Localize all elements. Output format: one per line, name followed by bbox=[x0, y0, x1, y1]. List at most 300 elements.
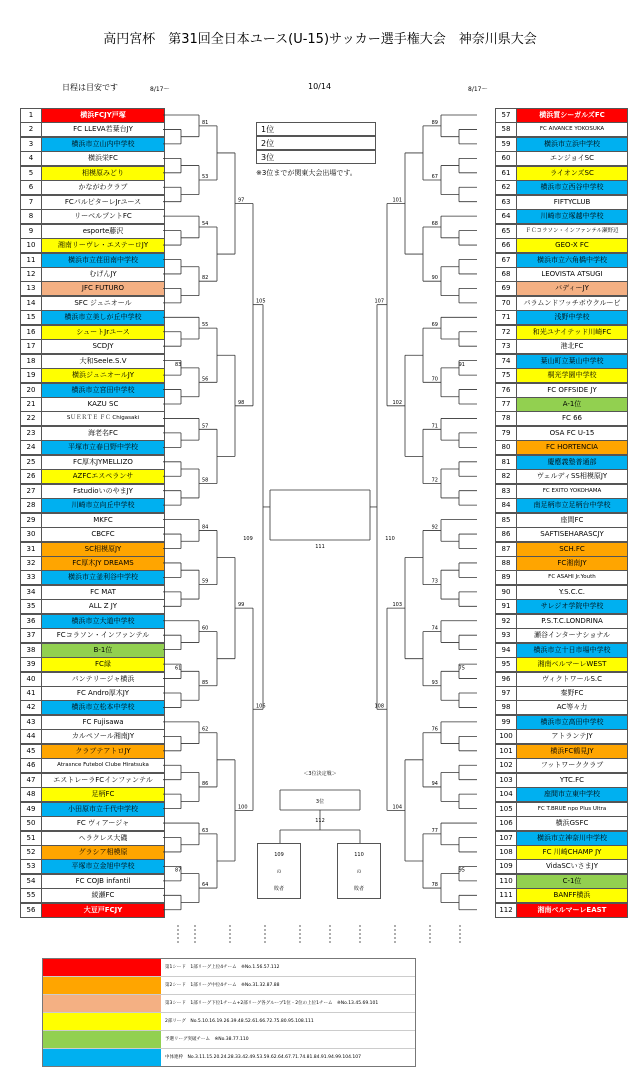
team-name: 平塚市立金旭中学校 bbox=[41, 859, 165, 874]
sf-box-mid: の bbox=[356, 869, 362, 875]
team-name: JFC FUTURO bbox=[41, 281, 165, 296]
team-name: 座間市立東中学校 bbox=[516, 787, 628, 802]
match-number: 112 bbox=[315, 818, 325, 824]
match-number: 110 bbox=[385, 536, 395, 542]
team-number: 79 bbox=[495, 426, 517, 441]
team-name: 湘南ベルマーレEAST bbox=[516, 903, 628, 918]
team-name: 足柄FC bbox=[41, 787, 165, 802]
team-name: 港北FC bbox=[516, 339, 628, 354]
team-number: 48 bbox=[20, 787, 42, 802]
team-name: 横浜栄FC bbox=[41, 151, 165, 166]
match-number: 76 bbox=[431, 726, 438, 733]
match-number: 63 bbox=[202, 827, 209, 834]
team-number: 40 bbox=[20, 672, 42, 687]
team-name: フットワーククラブ bbox=[516, 758, 628, 773]
team-number: 36 bbox=[20, 614, 42, 629]
team-number: 92 bbox=[495, 614, 517, 629]
team-number: 53 bbox=[20, 859, 42, 874]
date-left: 8/17～ bbox=[150, 86, 170, 93]
team-number: 112 bbox=[495, 903, 517, 918]
team-name: SＵＥＲＴＥ ＦＣ Chigasaki bbox=[41, 411, 165, 426]
team-name: YTC.FC bbox=[516, 773, 628, 788]
team-number: 22 bbox=[20, 411, 42, 426]
team-name: Y.S.C.C. bbox=[516, 585, 628, 600]
team-name: 綾瀬FC bbox=[41, 888, 165, 903]
match-number: 58 bbox=[202, 477, 209, 484]
team-number: 65 bbox=[495, 224, 517, 239]
match-number: 69 bbox=[431, 322, 438, 329]
legend-swatch bbox=[43, 1049, 161, 1066]
team-name: FC厚木JY DREAMS bbox=[41, 556, 165, 571]
semifinal-loser-box-110 bbox=[337, 843, 381, 899]
team-number: 50 bbox=[20, 816, 42, 831]
team-name: FC OFFSIDE JY bbox=[516, 383, 628, 398]
team-number: 95 bbox=[495, 657, 517, 672]
team-name: P.S.T.C.LONDRINA bbox=[516, 614, 628, 629]
team-name: 川崎市立塚越中学校 bbox=[516, 209, 628, 224]
team-name: 大豆戸FCJY bbox=[41, 903, 165, 918]
team-number: 87 bbox=[495, 542, 517, 557]
team-name: FC ヴィアージャ bbox=[41, 816, 165, 831]
team-number: 107 bbox=[495, 831, 517, 846]
team-number: 77 bbox=[495, 397, 517, 412]
match-number: 73 bbox=[431, 578, 438, 585]
team-number: 2 bbox=[20, 122, 42, 137]
team-number: 39 bbox=[20, 657, 42, 672]
team-number: 18 bbox=[20, 354, 42, 369]
legend-swatch bbox=[43, 1031, 161, 1048]
team-number: 109 bbox=[495, 859, 517, 874]
team-number: 23 bbox=[20, 426, 42, 441]
team-name: 葉山町立葉山中学校 bbox=[516, 354, 628, 369]
team-name: FC湘南JY bbox=[516, 556, 628, 571]
third-place-title: ＜3位決定戦＞ bbox=[303, 771, 337, 777]
team-name: FC厚木JYMELLIZO bbox=[41, 455, 165, 470]
legend-swatch bbox=[43, 959, 161, 976]
match-number: 71 bbox=[431, 423, 438, 430]
team-name: パンテリージャ横浜 bbox=[41, 672, 165, 687]
team-number: 38 bbox=[20, 643, 42, 658]
team-number: 5 bbox=[20, 166, 42, 181]
team-number: 43 bbox=[20, 715, 42, 730]
team-name: 川崎市立向丘中学校 bbox=[41, 498, 165, 513]
team-number: 51 bbox=[20, 831, 42, 846]
team-name: 和光ユナイテッド川崎FC bbox=[516, 325, 628, 340]
match-number: 3位 bbox=[315, 799, 325, 805]
match-number: 67 bbox=[431, 174, 438, 181]
team-number: 57 bbox=[495, 108, 517, 123]
match-number: 109 bbox=[243, 536, 253, 542]
team-name: 湘南ベルマーレWEST bbox=[516, 657, 628, 672]
team-name: SFC ジュニオール bbox=[41, 296, 165, 311]
match-number: 83 bbox=[175, 361, 182, 368]
team-number: 54 bbox=[20, 874, 42, 889]
match-number: 102 bbox=[392, 399, 402, 406]
team-name: 横浜市立西谷中学校 bbox=[516, 180, 628, 195]
team-number: 13 bbox=[20, 281, 42, 296]
team-name: 横浜市立高田中学校 bbox=[516, 715, 628, 730]
team-name: アトランテJY bbox=[516, 729, 628, 744]
match-number: 106 bbox=[256, 703, 266, 710]
team-name: 瀬谷インターナショナル bbox=[516, 628, 628, 643]
team-name: B-1位 bbox=[41, 643, 165, 658]
team-number: 100 bbox=[495, 729, 517, 744]
team-name: VidaSCいさまJY bbox=[516, 859, 628, 874]
match-number: 72 bbox=[431, 477, 438, 484]
team-number: 108 bbox=[495, 845, 517, 860]
team-name: GEO-X FC bbox=[516, 238, 628, 253]
legend-row bbox=[43, 1049, 415, 1066]
team-name: ヴェルディSS相模原JY bbox=[516, 469, 628, 484]
sf-box-mid: の bbox=[276, 869, 282, 875]
team-number: 98 bbox=[495, 700, 517, 715]
team-name: ヴィクトワールS.C bbox=[516, 672, 628, 687]
team-number: 76 bbox=[495, 383, 517, 398]
team-number: 55 bbox=[20, 888, 42, 903]
match-number: 87 bbox=[175, 867, 182, 874]
team-number: 90 bbox=[495, 585, 517, 600]
team-name: カルペソール湘南JY bbox=[41, 729, 165, 744]
team-name: FC 川崎CHAMP JY bbox=[516, 845, 628, 860]
team-number: 28 bbox=[20, 498, 42, 513]
team-number: 8 bbox=[20, 209, 42, 224]
team-number: 105 bbox=[495, 802, 517, 817]
team-name: A-1位 bbox=[516, 397, 628, 412]
team-number: 82 bbox=[495, 469, 517, 484]
match-number: 59 bbox=[202, 578, 209, 585]
team-number: 86 bbox=[495, 527, 517, 542]
team-name: Atrasnce Futebol Clube Hiratsuka bbox=[41, 758, 165, 773]
legend-row bbox=[43, 959, 415, 977]
team-name: 座間FC bbox=[516, 513, 628, 528]
team-name: SCDJY bbox=[41, 339, 165, 354]
team-name: FCコラソン・インファンテル bbox=[41, 628, 165, 643]
match-number: 62 bbox=[202, 726, 209, 733]
match-number: 93 bbox=[431, 679, 438, 686]
team-number: 49 bbox=[20, 802, 42, 817]
legend-text: 2部リーグ No.5.10.16.19.26.39.48.52.61.66.72.75.80.95.108.111 bbox=[165, 1019, 314, 1024]
date-right: 8/17～ bbox=[468, 86, 488, 93]
team-number: 89 bbox=[495, 570, 517, 585]
team-name: 横浜市立美しが丘中学校 bbox=[41, 310, 165, 325]
team-name: 小田原市立千代中学校 bbox=[41, 802, 165, 817]
team-number: 3 bbox=[20, 137, 42, 152]
team-name: 横浜市立山内中学校 bbox=[41, 137, 165, 152]
match-number: 98 bbox=[238, 399, 245, 406]
team-number: 71 bbox=[495, 310, 517, 325]
team-number: 25 bbox=[20, 455, 42, 470]
team-number: 103 bbox=[495, 773, 517, 788]
schedule-note: 日程は目安です bbox=[62, 83, 118, 92]
team-name: FC Fujisawa bbox=[41, 715, 165, 730]
rank-third: 3位 bbox=[256, 150, 376, 164]
team-number: 17 bbox=[20, 339, 42, 354]
match-number: 56 bbox=[202, 376, 209, 383]
match-number: 70 bbox=[431, 376, 438, 383]
team-number: 1 bbox=[20, 108, 42, 123]
team-number: 32 bbox=[20, 556, 42, 571]
team-name: エストレーラFCインファンテル bbox=[41, 773, 165, 788]
match-number: 89 bbox=[431, 119, 438, 126]
match-number: 75 bbox=[458, 665, 465, 672]
team-number: 15 bbox=[20, 310, 42, 325]
team-name: SC相模原JY bbox=[41, 542, 165, 557]
match-number: 103 bbox=[392, 602, 402, 609]
team-name: OSA FC U-15 bbox=[516, 426, 628, 441]
team-number: 46 bbox=[20, 758, 42, 773]
team-number: 101 bbox=[495, 744, 517, 759]
team-name: 横浜FCJY戸塚 bbox=[41, 108, 165, 123]
match-number: 94 bbox=[431, 780, 438, 787]
team-name: 横浜市立大道中学校 bbox=[41, 614, 165, 629]
team-name: ヘラクレス大磯 bbox=[41, 831, 165, 846]
team-name: SAFTISEHARASCJY bbox=[516, 527, 628, 542]
team-number: 21 bbox=[20, 397, 42, 412]
sf-box-no: 109 bbox=[274, 852, 284, 858]
team-name: パラムンドフッチボウクルービ bbox=[516, 296, 628, 311]
team-number: 106 bbox=[495, 816, 517, 831]
team-name: AZFCエスペランサ bbox=[41, 469, 165, 484]
team-name: BANFF横浜 bbox=[516, 888, 628, 903]
team-name: グラシア相模原 bbox=[41, 845, 165, 860]
match-number: 99 bbox=[238, 602, 245, 609]
team-number: 66 bbox=[495, 238, 517, 253]
team-number: 96 bbox=[495, 672, 517, 687]
team-number: 35 bbox=[20, 599, 42, 614]
team-name: 横浜市立宮田中学校 bbox=[41, 383, 165, 398]
team-number: 75 bbox=[495, 368, 517, 383]
team-number: 88 bbox=[495, 556, 517, 571]
team-name: AC等々力 bbox=[516, 700, 628, 715]
team-number: 94 bbox=[495, 643, 517, 658]
team-number: 93 bbox=[495, 628, 517, 643]
team-number: 83 bbox=[495, 484, 517, 499]
match-number: 74 bbox=[431, 625, 438, 632]
team-number: 99 bbox=[495, 715, 517, 730]
team-name: かながわクラブ bbox=[41, 180, 165, 195]
legend-row bbox=[43, 1013, 415, 1031]
legend-swatch bbox=[43, 1013, 161, 1030]
team-name: エンジョイSC bbox=[516, 151, 628, 166]
team-name: KAZU SC bbox=[41, 397, 165, 412]
team-number: 81 bbox=[495, 455, 517, 470]
match-number: 55 bbox=[202, 322, 209, 329]
team-number: 30 bbox=[20, 527, 42, 542]
team-number: 52 bbox=[20, 845, 42, 860]
legend-text: 予選リーグ突破チーム ※No.38.77.110 bbox=[165, 1037, 249, 1042]
team-number: 70 bbox=[495, 296, 517, 311]
team-number: 67 bbox=[495, 253, 517, 268]
legend-text: 第2シード 1部リーグ中位4チーム ※No.31.32.87.88 bbox=[165, 983, 280, 988]
legend-row bbox=[43, 995, 415, 1013]
team-name: 横浜市立十日市場中学校 bbox=[516, 643, 628, 658]
team-name: 桐光学園中学校 bbox=[516, 368, 628, 383]
match-number: 82 bbox=[202, 275, 209, 282]
legend-row bbox=[43, 977, 415, 995]
team-name: 浅野中学校 bbox=[516, 310, 628, 325]
team-name: FC COJB infantil bbox=[41, 874, 165, 889]
team-number: 10 bbox=[20, 238, 42, 253]
team-number: 31 bbox=[20, 542, 42, 557]
match-number: 97 bbox=[238, 197, 245, 204]
team-number: 47 bbox=[20, 773, 42, 788]
team-name: esporte藤沢 bbox=[41, 224, 165, 239]
team-name: ライオンズSC bbox=[516, 166, 628, 181]
team-number: 45 bbox=[20, 744, 42, 759]
team-name: FC AIVANCE YOKOSUKA bbox=[516, 122, 628, 137]
team-number: 72 bbox=[495, 325, 517, 340]
rank-second: 2位 bbox=[256, 136, 376, 150]
team-name: FstudioいのやまJY bbox=[41, 484, 165, 499]
match-number: 57 bbox=[202, 423, 209, 430]
legend-swatch bbox=[43, 977, 161, 994]
match-number: 60 bbox=[202, 625, 209, 632]
team-number: 73 bbox=[495, 339, 517, 354]
team-number: 29 bbox=[20, 513, 42, 528]
team-name: FC LLEVA若葉台JY bbox=[41, 122, 165, 137]
team-number: 59 bbox=[495, 137, 517, 152]
team-name: 海老名FC bbox=[41, 426, 165, 441]
legend-row bbox=[43, 1031, 415, 1049]
team-number: 64 bbox=[495, 209, 517, 224]
match-number: 86 bbox=[202, 780, 209, 787]
sf-box-bottom: 敗者 bbox=[353, 886, 364, 892]
team-name: C-1位 bbox=[516, 874, 628, 889]
match-number: 85 bbox=[202, 679, 209, 686]
team-name: 横浜市立荏田南中学校 bbox=[41, 253, 165, 268]
team-name: 横浜FC鶴見JY bbox=[516, 744, 628, 759]
team-number: 27 bbox=[20, 484, 42, 499]
match-number: 111 bbox=[315, 544, 325, 550]
match-number: 91 bbox=[458, 361, 465, 368]
match-number: 108 bbox=[374, 703, 384, 710]
team-name: FC緑 bbox=[41, 657, 165, 672]
team-number: 41 bbox=[20, 686, 42, 701]
match-number: 53 bbox=[202, 174, 209, 181]
match-number: 84 bbox=[202, 524, 209, 531]
team-number: 74 bbox=[495, 354, 517, 369]
team-name: むげんJY bbox=[41, 267, 165, 282]
team-number: 6 bbox=[20, 180, 42, 195]
team-number: 102 bbox=[495, 758, 517, 773]
legend-text: 中体連枠 No.3.11.15.20.24.28.33.42.49.53.59.62.64.67.71.74.81.84.91.94.99.104.107 bbox=[165, 1055, 362, 1060]
team-number: 111 bbox=[495, 888, 517, 903]
team-name: FC ASAHI Jr.Youth bbox=[516, 570, 628, 585]
team-name: ＦＣコラソン・インファンテル瀬野辺 bbox=[516, 224, 628, 239]
team-number: 33 bbox=[20, 570, 42, 585]
team-number: 80 bbox=[495, 440, 517, 455]
team-name: FC 66 bbox=[516, 411, 628, 426]
team-name: FC Andro厚木JY bbox=[41, 686, 165, 701]
team-number: 7 bbox=[20, 195, 42, 210]
team-name: サレジオ学院中学校 bbox=[516, 599, 628, 614]
match-number: 107 bbox=[374, 298, 384, 305]
team-name: 慶應義塾普通部 bbox=[516, 455, 628, 470]
team-name: 横浜市立浜中学校 bbox=[516, 137, 628, 152]
team-name: 相模原みどり bbox=[41, 166, 165, 181]
team-number: 11 bbox=[20, 253, 42, 268]
team-name: FC MAT bbox=[41, 585, 165, 600]
team-name: シュートJrユース bbox=[41, 325, 165, 340]
team-name: クラブテアトロJY bbox=[41, 744, 165, 759]
match-number: 92 bbox=[431, 524, 438, 531]
team-name: 横浜ジュニオールJY bbox=[41, 368, 165, 383]
rank-note: ※3位までが関東大会出場です。 bbox=[256, 169, 357, 177]
legend-text: 第1シード 1部リーグ上位4チーム ※No.1.56.57.112 bbox=[165, 965, 280, 970]
team-name: FC HORTENCIA bbox=[516, 440, 628, 455]
team-number: 37 bbox=[20, 628, 42, 643]
team-number: 58 bbox=[495, 122, 517, 137]
match-number: 104 bbox=[392, 804, 402, 811]
team-name: FC EXITO YOKOHAMA bbox=[516, 484, 628, 499]
team-number: 63 bbox=[495, 195, 517, 210]
match-number: 95 bbox=[458, 867, 465, 874]
team-number: 24 bbox=[20, 440, 42, 455]
page-title: 高円宮杯 第31回全日本ユース(U-15)サッカー選手権大会 神奈川県大会 bbox=[103, 32, 537, 47]
match-number: 68 bbox=[431, 220, 438, 227]
team-name: FIFTYCLUB bbox=[516, 195, 628, 210]
match-number: 90 bbox=[431, 275, 438, 282]
team-name: ALL Z JY bbox=[41, 599, 165, 614]
team-number: 9 bbox=[20, 224, 42, 239]
team-number: 85 bbox=[495, 513, 517, 528]
match-number: 78 bbox=[431, 882, 438, 889]
team-name: 横浜市立釜利谷中学校 bbox=[41, 570, 165, 585]
team-number: 97 bbox=[495, 686, 517, 701]
team-number: 104 bbox=[495, 787, 517, 802]
team-name: SCH.FC bbox=[516, 542, 628, 557]
match-number: 81 bbox=[202, 119, 209, 126]
team-number: 4 bbox=[20, 151, 42, 166]
rank-first: 1位 bbox=[256, 122, 376, 136]
team-number: 110 bbox=[495, 874, 517, 889]
team-number: 16 bbox=[20, 325, 42, 340]
team-number: 12 bbox=[20, 267, 42, 282]
team-number: 91 bbox=[495, 599, 517, 614]
match-number: 105 bbox=[256, 298, 266, 305]
match-number: 64 bbox=[202, 882, 209, 889]
team-number: 34 bbox=[20, 585, 42, 600]
team-number: 56 bbox=[20, 903, 42, 918]
team-name: MKFC bbox=[41, 513, 165, 528]
team-name: FCパルピターレJrユース bbox=[41, 195, 165, 210]
team-name: 秦野FC bbox=[516, 686, 628, 701]
legend-text: 第3シード 1部リーグ下位1チーム+2部リーグ各グループ1位・2位の上位1チーム ※No.13.45.69.101 bbox=[165, 1001, 379, 1006]
team-name: 大和Seele.S.V bbox=[41, 354, 165, 369]
team-number: 69 bbox=[495, 281, 517, 296]
team-number: 78 bbox=[495, 411, 517, 426]
seed-legend bbox=[42, 958, 416, 1067]
team-number: 84 bbox=[495, 498, 517, 513]
team-number: 26 bbox=[20, 469, 42, 484]
team-name: 横浜市立松本中学校 bbox=[41, 700, 165, 715]
team-name: CBCFC bbox=[41, 527, 165, 542]
team-name: LEOVISTA ATSUGI bbox=[516, 267, 628, 282]
semifinal-loser-box-109 bbox=[257, 843, 301, 899]
match-number: 100 bbox=[238, 804, 248, 811]
team-name: 横浜市立神奈川中学校 bbox=[516, 831, 628, 846]
sf-box-bottom: 敗者 bbox=[273, 886, 284, 892]
team-number: 68 bbox=[495, 267, 517, 282]
sf-box-no: 110 bbox=[354, 852, 364, 858]
team-number: 62 bbox=[495, 180, 517, 195]
team-name: 平塚市立春日野中学校 bbox=[41, 440, 165, 455]
match-number: 61 bbox=[175, 665, 182, 672]
team-name: 横浜市立六角橋中学校 bbox=[516, 253, 628, 268]
team-number: 60 bbox=[495, 151, 517, 166]
team-number: 20 bbox=[20, 383, 42, 398]
team-name: 横浜GSFC bbox=[516, 816, 628, 831]
